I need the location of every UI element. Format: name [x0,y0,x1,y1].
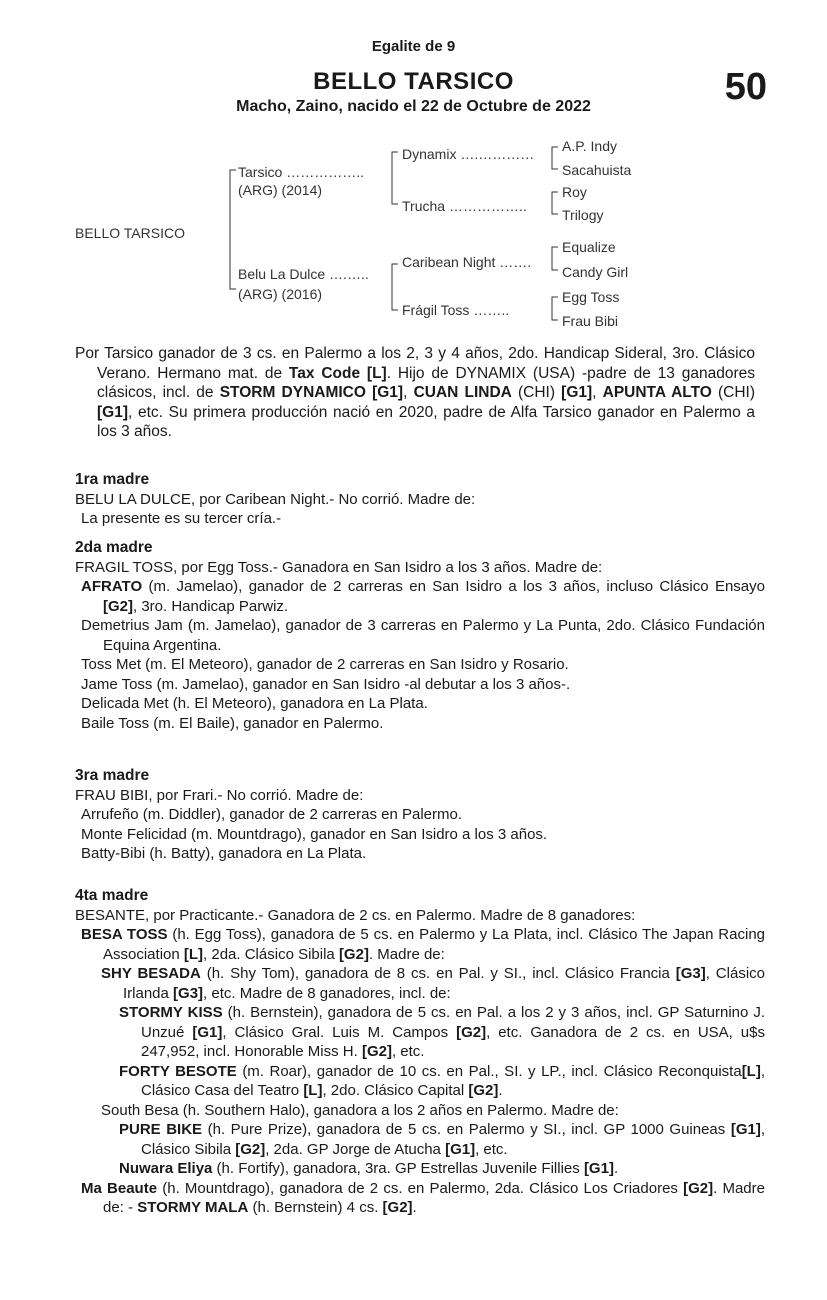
text-run: , [592,384,603,401]
produce-line: Batty-Bibi (h. Batty), ganadora en La Plata. [81,845,367,862]
produce-line: Demetrius Jam (m. Jamelao), ganador de 3 carreras en Palermo y La Punta, 2do. Clásico Fundación Equina Argentina. [81,617,765,654]
bold-run: [G1] [445,1140,476,1158]
text-run: , 2da. GP Jorge de Atucha [265,1140,446,1158]
produce-line: Arrufeño (m. Diddler), ganador de 2 carreras en Palermo. [81,806,463,823]
bold-run: Tax Code [L] [288,364,387,382]
bold-run: [G1] [192,1023,223,1041]
section-heading: 4ta madre [75,887,149,904]
bold-run: STORMY KISS [119,1004,223,1021]
text-run: , etc. [391,1043,425,1060]
text-run: Por Tarsico ganador de 3 cs. en Palermo a los 2, 3 y 4 años, 2do. Handicap Sideral, 3ro. Clásico Verano. Hermano mat. de [75,345,755,382]
bold-run: [L] [183,945,204,963]
dam-line: BELU LA DULCE, por Caribean Night.- No corrió. Madre de: [75,490,476,508]
horse-description: Macho, Zaino, nacido el 22 de Octubre de 2022 [236,98,591,115]
text-run: (h. Fortify), ganadora, 3ra. GP Estrellas Juvenile Fillies [212,1160,584,1177]
bold-run: CUAN LINDA [413,384,512,401]
bold-run: [G3] [675,965,706,982]
produce-line [75,1120,765,1159]
bold-run: [G3] [173,984,204,1002]
pedigree-bracket-lines [0,0,827,340]
bold-run: [G2] [103,597,133,615]
pedigree-sd-dam: Trilogy [562,207,604,223]
bold-run: [G2] [361,1043,392,1060]
text-run: (CHI) [711,384,755,401]
pedigree-ds-sire: Equalize [562,239,616,255]
bold-run: FORTY BESOTE [119,1062,237,1080]
text-run: (h. Mountdrago), ganadora de 2 cs. en Palermo, 2da. Clásico Los Criadores [157,1179,684,1197]
text-run: , Clásico Sibila [141,1121,765,1158]
bold-run: [L] [303,1082,323,1099]
text-run: (h. Shy Tom), ganadora de 8 cs. en Pal. y SI., incl. Clásico Francia [200,965,676,982]
produce-line: Delicada Met (h. El Meteoro), ganadora en La Plata. [81,695,428,712]
bold-run: [G1] [561,384,593,401]
produce-line [75,1179,765,1218]
text-run: (h. Pure Prize), ganadora de 5 cs. en Palermo y SI., incl. GP 1000 Guineas [202,1121,731,1138]
text-run: (m. Jamelao), ganador de 2 carreras en San Isidro a los 3 años, incluso Clásico Ensayo [142,578,765,595]
pedigree-dam-sire: Caribean Night ……. [402,254,532,270]
text-run: , Clásico Casa del Teatro [141,1062,766,1099]
produce-line: Monte Felicidad (m. Mountdrago), ganador en San Isidro a los 3 años. [81,825,548,843]
section-first-dam [75,470,765,529]
text-run: , [403,384,414,401]
horse-name-title: BELLO TARSICO [313,68,514,95]
section-second-dam [75,538,765,733]
sire-paragraph-text [75,344,755,442]
bold-run: Nuwara Eliya [119,1160,213,1177]
text-run: . [412,1199,417,1216]
produce-line: Jame Toss (m. Jamelao), ganador en San Isidro -al debutar a los 3 años-. [81,675,571,693]
catalog-subtitle: Egalite de 9 [371,38,456,55]
bold-run: [G1] [730,1121,761,1138]
pedigree-dd-dam: Frau Bibi [562,313,619,329]
dam-line: FRAU BIBI, por Frari.- No corrió. Madre de: [75,786,364,804]
produce-line: Baile Toss (m. El Baile), ganador en Palermo. [81,714,384,732]
bold-run: [G2] [468,1082,499,1099]
produce-line: La presente es su tercer cría.- [81,510,282,527]
pedigree-sire: Tarsico …………….. [238,164,365,180]
text-run: (h. Bernstein) 4 cs. [248,1199,383,1216]
pedigree-sd-sire: Roy [562,184,587,200]
bold-run: STORM DYNAMICO [G1] [219,384,404,401]
pedigree-ds-dam: Candy Girl [562,264,629,280]
text-run: , 2do. Clásico Capital [322,1082,469,1099]
pedigree-sire-origin: (ARG) (2014) [238,182,323,198]
pedigree-ss-dam: Sacahuista [562,162,632,178]
bold-run: APUNTA ALTO [602,384,712,401]
dam-line: BESANTE, por Practicante.- Ganadora de 2 cs. en Palermo. Madre de 8 ganadores: [75,906,636,924]
text-run: , 2da. Clásico Sibila [203,945,339,963]
text-run: , etc. Ganadora de 2 cs. en USA, u$s 247,952, incl. Honorable Miss H. [141,1023,765,1060]
section-third-dam [75,766,765,864]
bold-run: [G2] [382,1199,413,1216]
bold-run: [G1] [583,1160,614,1177]
section-heading: 2da madre [75,539,153,556]
text-run: , Clásico Gral. Luis M. Campos [222,1023,457,1041]
text-run: , etc. Madre de 8 ganadores, incl. de: [203,984,451,1002]
text-run: (m. Roar), ganador de 10 cs. en Pal., SI. y LP., incl. Clásico Reconquista [236,1062,742,1080]
produce-line [75,1159,765,1179]
text-run: , 3ro. Handicap Parwiz. [133,597,289,615]
text-run: , etc. [475,1140,508,1158]
pedigree-ss-sire: A.P. Indy [562,138,618,154]
text-run: . Madre de: [368,945,445,963]
bold-run: [G2] [338,945,369,963]
text-run: (CHI) [511,384,562,401]
produce-line [75,1062,765,1101]
pedigree-dam-origin: (ARG) (2016) [238,286,323,302]
pedigree-sire-sire: Dynamix ….………… [402,146,535,162]
bold-run: STORMY MALA [137,1199,249,1216]
produce-line: South Besa (h. Southern Halo), ganadora a los 2 años en Palermo. Madre de: [101,1101,619,1119]
bold-run: [G2] [683,1179,714,1197]
text-run: , etc. Su primera producción nació en 2020, padre de Alfa Tarsico ganador en Palermo a los 3 años. [97,403,755,440]
produce-line [75,577,765,616]
bold-run: [L] [741,1062,761,1080]
section-heading: 1ra madre [75,471,150,488]
produce-line: Toss Met (m. El Meteoro), ganador de 2 carreras en San Isidro y Rosario. [81,656,569,673]
bold-run: AFRATO [81,578,143,595]
text-run: (h. Egg Toss), ganadora de 5 cs. en Palermo y La Plata, incl. Clásico The Japan Racing Association [103,926,766,963]
bold-run: Ma Beaute [81,1179,158,1197]
bold-run: [G2] [235,1140,266,1158]
sire-paragraph [75,344,755,442]
bold-run: [G2] [456,1023,487,1041]
section-heading: 3ra madre [75,767,150,784]
pedigree-dd-sire: Egg Toss [562,289,620,305]
text-run: . Madre de: - [103,1179,765,1216]
lot-number: 50 [724,66,767,108]
produce-line [75,925,765,964]
produce-line [75,964,765,1003]
bold-run: PURE BIKE [119,1121,203,1138]
text-run: , Clásico Irlanda [123,965,765,1002]
dam-line: FRAGIL TOSS, por Egg Toss.- Ganadora en San Isidro a los 3 años. Madre de: [75,558,603,576]
text-run: . Hijo de DYNAMIX (USA) -padre de 13 ganadores clásicos, incl. de [97,364,755,401]
bold-run: SHY BESADA [101,965,201,982]
text-run: . [613,1160,619,1177]
pedigree-sire-dam: Trucha …………….. [402,198,527,214]
pedigree-dam-dam: Frágil Toss …….. [402,302,510,318]
produce-line [75,1003,765,1062]
pedigree-subject: BELLO TARSICO [75,225,185,241]
text-run: . [498,1082,503,1099]
bold-run: BESA TOSS [81,926,168,943]
section-fourth-dam [75,886,765,1218]
pedigree-dam: Belu La Dulce ….….. [238,266,369,282]
bold-run: [G1] [97,403,128,421]
text-run: (h. Bernstein), ganadora de 5 cs. en Pal. a los 2 y 3 años, incl. GP Saturnino J. Unzué [141,1004,765,1041]
